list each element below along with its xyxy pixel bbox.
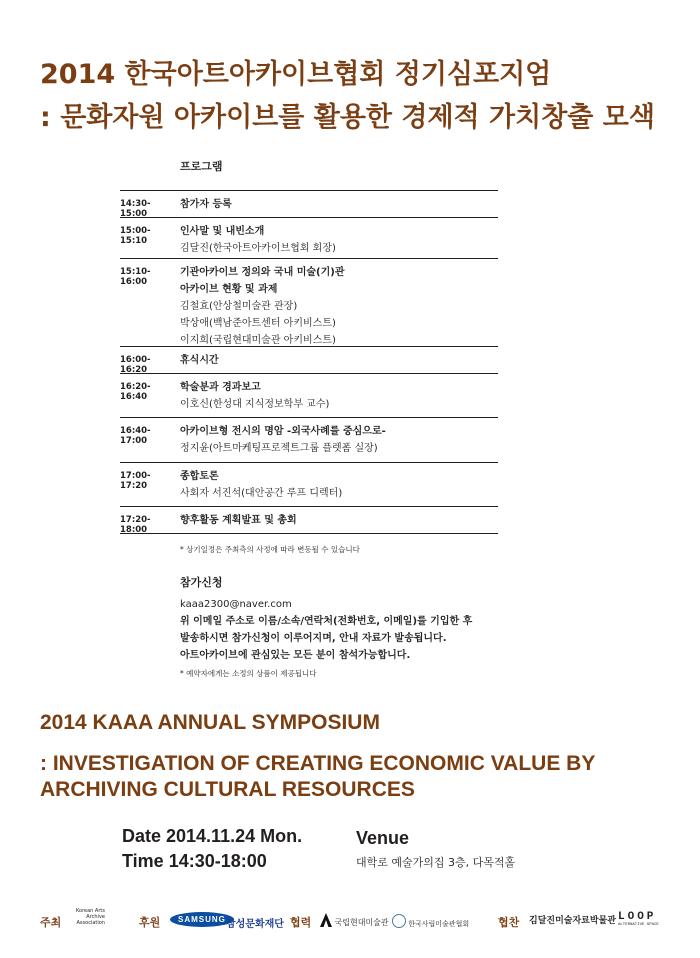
cooperation-label: 협찬	[498, 916, 520, 929]
schedule-time	[120, 347, 180, 373]
kaaa-logo: Korean Arts Archive Association	[76, 908, 105, 926]
schedule-row	[120, 506, 498, 533]
schedule-time-end: 17:00	[120, 436, 148, 446]
schedule-time	[120, 507, 180, 533]
schedule-item-title: 아카이브형 전시의 명암 -외국사례를 중심으로-	[180, 426, 386, 437]
schedule-row	[120, 462, 498, 506]
schedule-time-end: 16:20	[120, 365, 148, 375]
kpma-mark-icon	[392, 914, 406, 928]
venue-text: 대학로 예술가의집 3층, 다목적홀	[356, 856, 516, 869]
schedule-row	[120, 373, 498, 417]
title-english-line3: ARCHIVING CULTURAL RESOURCES	[40, 778, 415, 801]
schedule-item-title: 학술분과 경과보고	[180, 382, 261, 393]
kpma-logo: 한국사립미술관협회	[392, 914, 469, 929]
mmca-mark-icon	[320, 913, 332, 927]
schedule-item-title: 향후활동 계획발표 및 총회	[180, 515, 297, 526]
event-date: Date 2014.11.24 Mon.	[122, 826, 303, 846]
schedule-item-title: 참가자 등록	[180, 199, 232, 210]
schedule-time	[120, 191, 180, 217]
apply-line1: 위 이메일 주소로 이름/소속/연락처(전화번호, 이메일)를 기입한 후	[180, 616, 473, 627]
sponsor-label: 후원	[139, 916, 161, 929]
schedule-row	[120, 346, 498, 373]
schedule-time-start: 15:10-	[120, 267, 151, 277]
schedule-row	[120, 258, 498, 346]
schedule-time	[120, 259, 180, 346]
event-time: Time 14:30-18:00	[122, 851, 267, 871]
schedule-time-start: 16:20-	[120, 382, 151, 392]
schedule-table	[120, 190, 498, 534]
schedule-item-title: 휴식시간	[180, 355, 219, 366]
venue-label: Venue	[356, 828, 410, 848]
apply-heading: 참가신청	[180, 576, 223, 589]
schedule-row	[120, 417, 498, 462]
schedule-note: * 상기일정은 주최측의 사정에 따라 변동될 수 있습니다	[180, 545, 360, 554]
schedule-item-detail: 김철효(안상철미술관 관장)	[180, 301, 298, 312]
schedule-time-end: 15:00	[120, 209, 148, 219]
samsung-logo: SAMSUNG	[170, 912, 234, 927]
program-heading: 프로그램	[180, 160, 223, 173]
schedule-time-start: 16:00-	[120, 355, 151, 365]
schedule-time-start: 17:20-	[120, 515, 151, 525]
host-label: 주최	[40, 916, 62, 929]
apply-note: * 예약자에게는 소정의 상품이 제공됩니다	[180, 669, 317, 678]
schedule-time-start: 16:40-	[120, 426, 151, 436]
schedule-time-start: 15:00-	[120, 226, 151, 236]
schedule-time-start: 14:30-	[120, 199, 151, 209]
kim-museum-logo: 김달진미술자료박물관	[529, 916, 616, 926]
title-english-line2: : INVESTIGATION OF CREATING ECONOMIC VALUE BY	[40, 752, 596, 775]
schedule-item-detail: 이지희(국립현대미술관 아키비스트)	[180, 335, 336, 346]
mmca-logo: 국립현대미술관	[320, 913, 389, 928]
schedule-item-title: 종합토론	[180, 471, 219, 482]
schedule-item-detail: 사회자 서진석(대안공간 루프 디렉터)	[180, 488, 343, 499]
schedule-time	[120, 418, 180, 462]
apply-email: kaaa2300@naver.com	[180, 599, 292, 610]
title-english-line1: 2014 KAAA ANNUAL SYMPOSIUM	[40, 711, 380, 734]
schedule-time-end: 17:20	[120, 481, 148, 491]
apply-text	[180, 596, 472, 664]
schedule-row	[120, 190, 498, 217]
title-korean-line1: 2014 한국아트아카이브협회 정기심포지엄	[40, 59, 552, 90]
schedule-time-start: 17:00-	[120, 471, 151, 481]
schedule-item-detail: 박상애(백남준아트센터 아키비스트)	[180, 318, 336, 329]
partner-label: 협력	[290, 916, 312, 929]
schedule-time-end: 15:10	[120, 236, 148, 246]
schedule-item-detail: 김달진(한국아트아카이브협회 회장)	[180, 243, 336, 254]
schedule-time	[120, 374, 180, 417]
samsung-foundation-logo: 삼성문화재단	[226, 919, 284, 930]
schedule-time-end: 16:40	[120, 392, 148, 402]
schedule-item-detail: 이호신(한성대 지식정보학부 교수)	[180, 399, 330, 410]
schedule-time	[120, 218, 180, 258]
schedule-time-end: 16:00	[120, 277, 148, 287]
title-korean-line2: : 문화자원 아카이브를 활용한 경제적 가치창출 모색	[40, 102, 655, 133]
schedule-item-title: 인사말 및 내빈소개	[180, 226, 265, 237]
schedule-item-detail: 정지윤(아트마케팅프로젝트그룹 플렛폼 실장)	[180, 443, 378, 454]
schedule-time	[120, 463, 180, 506]
schedule-item-title: 기관아카이브 정의와 국내 미술(기)관	[180, 267, 345, 278]
loop-logo: LOOP ALTERNATIVE SPACE	[618, 911, 659, 927]
schedule-row	[120, 217, 498, 258]
footer-logos	[0, 905, 700, 935]
apply-line2: 발송하시면 참가신청이 이루어지며, 안내 자료가 발송됩니다.	[180, 633, 447, 644]
schedule-time-end: 18:00	[120, 525, 148, 535]
apply-line3: 아트아카이브에 관심있는 모든 분이 참석가능합니다.	[180, 650, 411, 661]
schedule-item-detail: 아카이브 현황 및 과제	[180, 284, 278, 295]
